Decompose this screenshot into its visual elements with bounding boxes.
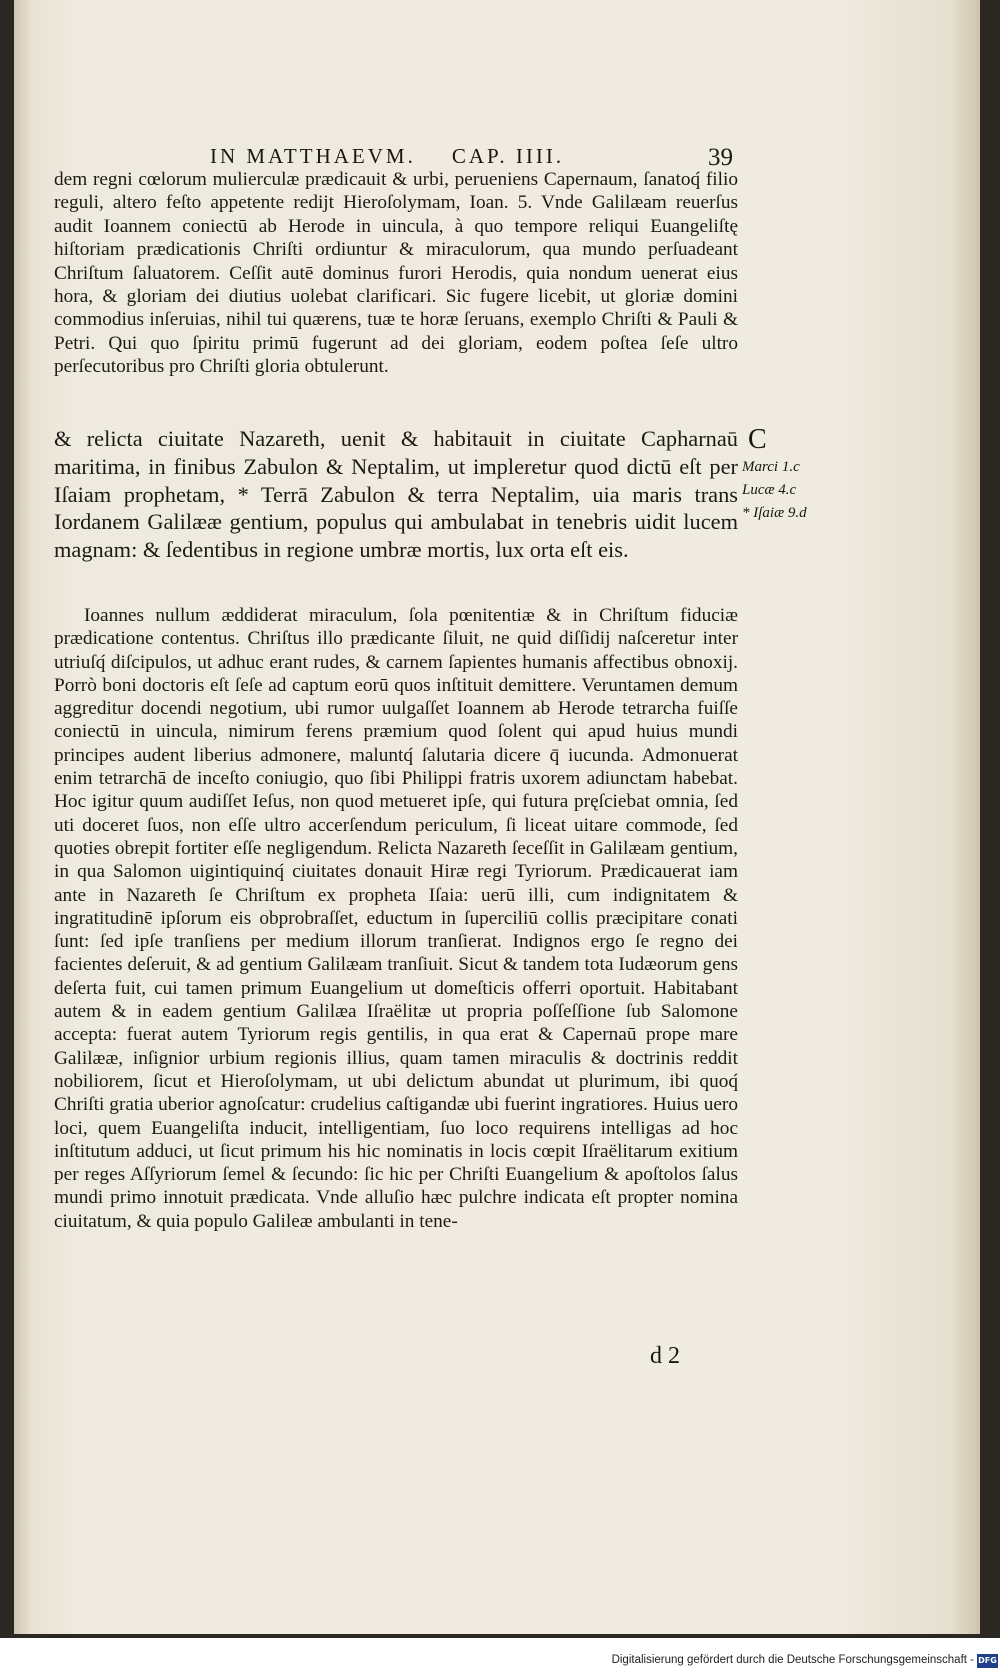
page-number: 39: [708, 144, 733, 171]
running-head-title: IN MATTHAEVM.: [210, 144, 416, 168]
dfg-logo: DFG: [977, 1654, 998, 1668]
footer-credit: Digitalisierung gefördert durch die Deutsche Forschungsgemeinschaft -: [611, 1654, 974, 1666]
commentary-paragraph-2: Ioannes nullum æddiderat miraculum, ſola pœnitentiæ & in Chriſtum fiduciæ prædicatione contentus. Chriſtus illo prædicante ſiluit, ne quid diſſidiј naſceretur inter utriuſq́ diſcipulos, ut adhuc erant rudes, & carnem ſapientes humanis affectibus obnoxiј. Porrò boni doctoris eſt ſeſe ad captum eorū quos inſtituit demittere. Veruntamen demum aggreditur docendi negotium, ubi rumor uulgaſſet Ioannem ab Herode tetrarcha fuiſſe coniectū in uincula, nimirum ferens præmium quod ſolent qui apud huius mundi principes audent liberius admonere, maluntq́ ſalutaria dicere q̄ iucunda. Admonuerat enim tetrarchā de inceſto coniugio, quo ſibi Philippi fratris uxorem adiunctam habebat. Hoc igitur quum audiſſet Ieſus, non quod metueret ipſe, qui futura pręſciebat omnia, ſed uti doceret ſuos, non eſſe ultro accerſendum periculum, ſi liceat uitare commode, ſed quoties obrepit fortiter eſſe negligendum. Relicta Nazareth ſeceſſit in Galilæam gentium, in qua Salomon uigintiquinq́ ciuitates donauit Hiræ regi Tyriorum. Prædicauerat iam ante in Nazareth ſe Chriſtum ex propheta Iſaia: uerū illi, cum indignitatem & ingratitudinē ipſorum eis obprobraſſet, eductum in ſuperciliū collis præcipitare conati ſunt: ſed ipſe tranſiens per medium illorum tranſierat. Indignos ergo ſe regno dei facientes deſeruit, & ad gentium Galilæam tranſiuit. Sicut & tandem tota Iudæorum gens deſerta fuit, cui tamen primum Euangelium ut domeſticis offerri oportuit. Habitabant autem & in eadem gentium Galilæa Iſraëlitæ ut propria poſſeſſione ſub Salomone accepta: fuerat autem Tyriorum regis gentilis, in qua erat & Capernaū prope mare Galilææ, inſignior urbium regionis illius, quam tamen miraculis & doctrinis reddit nobiliorem, ſicut et Hieroſolymam, ut ubi delictum abundat ut plurimum, ibi quoq́ Chriſti gratia uberior agnoſcatur: crudelius caſtigandæ ubi fuerint ingratiores. Huius uero loci, quem Euangeliſta inducit, intelligentiam, ſuo loco requirens intelligas ad hoc inſtitutum adduci, ut ſicut primum his hic nominatis in locis cœpit Iſraëlitarum exitium per reges Aſſyriorum ſemel & ſecundo: ſic hic per Chriſti Euangelium & apoſtolos ſalus mundi primo innotuit prædicata. Vnde alluſio hæc pulchre indicata eſt propter nomina ciuitatum, & quia populo Galileæ ambulanti in tene-: [54, 605, 738, 1232]
margin-note: Lucæ 4.c: [742, 482, 797, 498]
book-page: [14, 0, 980, 1634]
margin-note: Marci 1.c: [742, 459, 800, 475]
margin-references: [742, 456, 807, 525]
scripture-paragraph: & relicta ciuitate Nazareth, uenit & habitauit in ciuitate Capharnaū maritima, in finibus Zabulon & Neptalim, ut impleretur quod dictū eſt per Iſaiam prophetam, * Terrā Zabulon & terra Neptalim, uia maris trans Iordanem Galilææ gentium, populus qui ambulabat in tenebris uidit lucem magnam: & ſedentibus in regione umbræ mortis, lux orta eſt eis.: [54, 426, 738, 563]
signature-mark: d 2: [650, 1343, 680, 1369]
margin-section-letter: C: [748, 424, 767, 455]
commentary-paragraph-1: dem regni cœlorum mulierculæ prædicauit & urbi, perueniens Capernaum, ſanatoq́ filio reguli, altero feſto appetente rediјt Hieroſolymam, Ioan. 5. Vnde Galilæam reuerſus audit Ioannem coniectū ab Herode in uincula, à quo tempore reliqui Euangeliſtę hiſtoriam prædicationis Chriſti ordiuntur & miraculorum, qua mundo perſuadeant Chriſtum ſaluatorem. Ceſſit autē dominus furori Herodis, quia nondum uenerat eius hora, & gloriam dei diutius uolebat clarificari. Sic fugere licebit, ut gloriæ domini commodius inſeruias, nihil tui quærens, tuæ te horæ ſeruans, exemplo Chriſti & Pauli & Petri. Qui quo ſpiritu primū fugerunt ad dei gloriam, eodem poſtea ſeſe ultro perſecutoribus pro Chriſti gloria obtulerunt.: [54, 169, 738, 378]
footer-bar: [0, 1651, 1000, 1674]
running-head-chapter: CAP. IIII.: [451, 144, 565, 168]
margin-note: * Iſaiæ 9.d: [742, 505, 807, 521]
running-head: [210, 144, 564, 169]
